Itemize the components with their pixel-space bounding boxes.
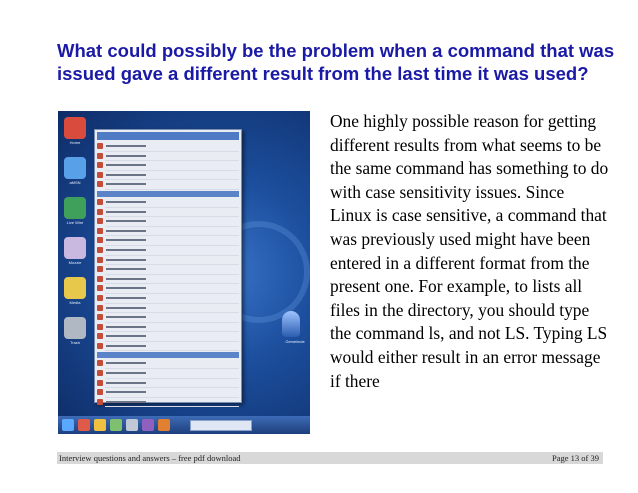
slide-title: What could possibly be the problem when a command that was issued gave a different result from the last time it was used? — [57, 40, 615, 84]
menu-item[interactable] — [105, 246, 239, 256]
menu-item[interactable] — [105, 208, 239, 218]
k-menu-icon[interactable] — [62, 419, 74, 431]
taskbar-app-icon[interactable] — [142, 419, 154, 431]
trash-icon — [64, 317, 86, 339]
home-icon — [64, 117, 86, 139]
menu-separator — [97, 352, 239, 358]
menu-item[interactable] — [105, 275, 239, 285]
menu-item[interactable] — [105, 332, 239, 342]
start-menu — [94, 129, 242, 403]
taskbar-app-icon[interactable] — [94, 419, 106, 431]
kde-desktop-screenshot — [58, 111, 310, 434]
menu-item[interactable] — [105, 388, 239, 398]
desktop-icon-label: Mozzie — [68, 260, 82, 265]
taskbar-app-icon[interactable] — [78, 419, 90, 431]
desktop-icon-label: Trash — [69, 340, 81, 345]
menu-item[interactable] — [105, 304, 239, 314]
menu-header — [97, 132, 239, 140]
menu-item[interactable] — [105, 323, 239, 333]
desktop-icon-label: Media — [69, 300, 81, 305]
menu-item[interactable] — [105, 379, 239, 389]
menu-separator — [97, 191, 239, 197]
taskbar — [58, 416, 310, 434]
page-number: Page 13 of 39 — [552, 453, 599, 463]
footer-left-text: Interview questions and answers – free pdf download — [59, 453, 241, 463]
menu-item[interactable] — [105, 265, 239, 275]
menu-item[interactable] — [105, 152, 239, 162]
menu-item[interactable] — [105, 236, 239, 246]
menu-item[interactable] — [105, 342, 239, 352]
media-icon — [64, 277, 86, 299]
menu-item[interactable] — [105, 171, 239, 181]
menu-item[interactable] — [105, 217, 239, 227]
widget-label: Gemeiinde — [285, 339, 305, 344]
menu-item[interactable] — [105, 284, 239, 294]
menu-item[interactable] — [105, 227, 239, 237]
menu-item[interactable] — [105, 161, 239, 171]
menu-item[interactable] — [105, 180, 239, 190]
menu-item[interactable] — [105, 398, 239, 408]
desktop-icon-label: Home — [69, 140, 81, 145]
menu-item[interactable] — [105, 313, 239, 323]
footer-bar — [57, 452, 603, 464]
mozzie-icon — [64, 237, 86, 259]
desktop-icon-label: aMSN — [69, 180, 81, 185]
taskbar-app-icon[interactable] — [110, 419, 122, 431]
taskbar-app-icon[interactable] — [126, 419, 138, 431]
taskbar-app-icon[interactable] — [158, 419, 170, 431]
answer-text: One highly possible reason for getting different results from what seems to be the same command has something to do with case sensitivity issues. Since Linux is case sensitive, a command that was previously used might have been entered in a different format from the present one. For example, to lists all files in the directory, you should type the command ls, and not LS. Typing LS would either result in an error message if there — [330, 111, 609, 391]
menu-item[interactable] — [105, 294, 239, 304]
menu-item[interactable] — [105, 359, 239, 369]
amsn-icon — [64, 157, 86, 179]
menu-item[interactable] — [105, 198, 239, 208]
menu-item[interactable] — [105, 142, 239, 152]
desktop-widget-icon — [282, 311, 300, 337]
menu-item[interactable] — [105, 369, 239, 379]
live-wire-icon — [64, 197, 86, 219]
desktop-icon-label: Live Wire — [66, 220, 84, 225]
taskbar-field[interactable] — [190, 420, 252, 431]
menu-item[interactable] — [105, 256, 239, 266]
